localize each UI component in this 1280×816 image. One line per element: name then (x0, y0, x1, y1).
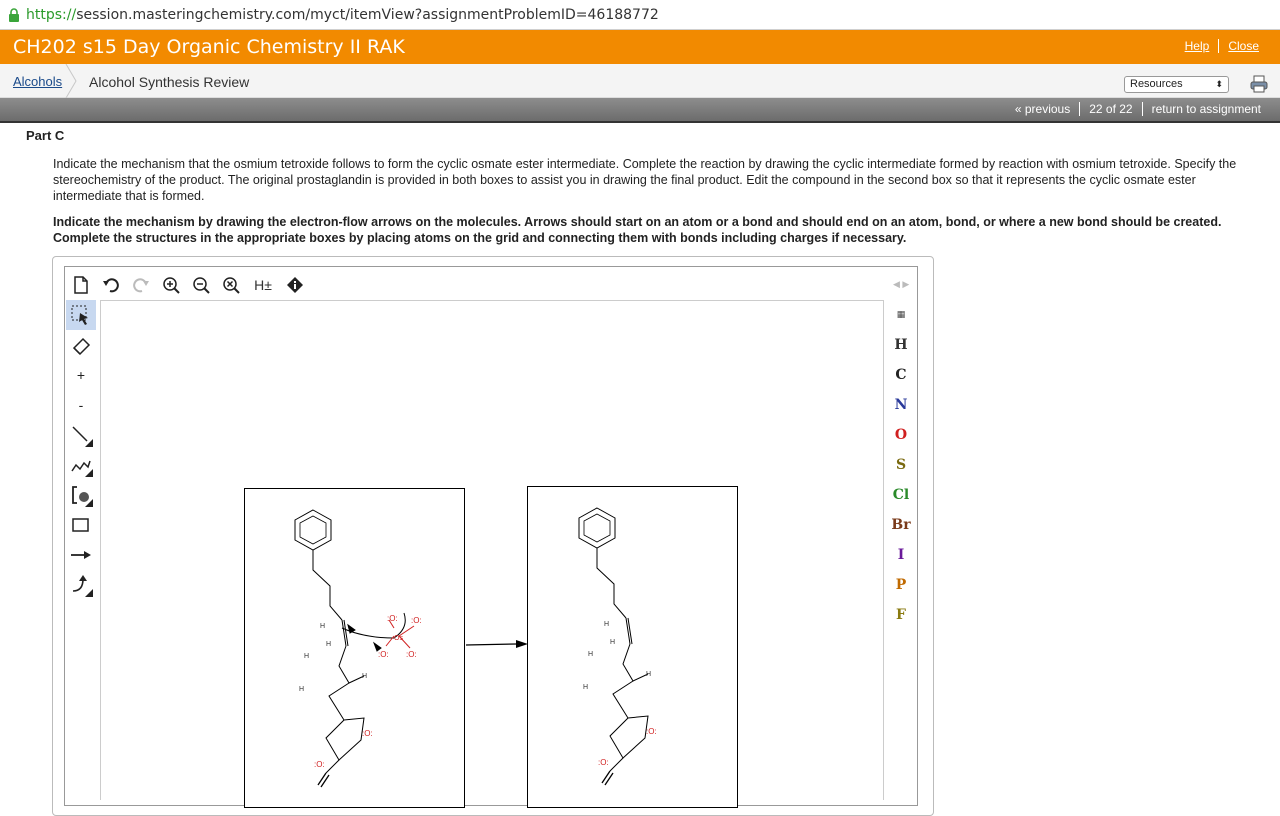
rectangle-icon[interactable] (66, 510, 96, 540)
select-arrows-icon: ⬍ (1215, 79, 1223, 89)
course-title: CH202 s15 Day Organic Chemistry II RAK (13, 36, 405, 58)
curved-arrow-icon[interactable] (66, 570, 96, 600)
oxygen-label: :O: (378, 650, 389, 659)
periodic-table-icon[interactable]: ▦ (896, 310, 906, 320)
zoom-out-icon[interactable] (190, 274, 212, 296)
hydrogen-label: H (320, 623, 326, 630)
hydrogen-label: H (326, 641, 332, 648)
reaction-arrow (466, 640, 528, 648)
hydrogen-label: H (588, 651, 594, 658)
bond-icon[interactable] (66, 420, 96, 450)
hydrogen-label: H (646, 671, 652, 678)
element-palette (886, 300, 916, 630)
osmium-tetroxide (386, 620, 414, 648)
problem-instructions: Indicate the mechanism that the osmium tetroxide follows to form the cyclic osmate ester intermediate. Complete the reaction by drawing the cyclic intermediate formed by reaction with osmium tetroxide. Specify the stereochemistry of the product. The original prostaglandin is provided in both boxes to assist you in drawing the final product. Edit the compound in the second box so that it represents the cyclic osmate ester intermediate that is formed. (53, 157, 1237, 203)
left-toolbar (66, 300, 96, 600)
address-bar[interactable] (0, 0, 1280, 30)
product-molecule (579, 508, 648, 785)
reactant-molecule (295, 510, 405, 787)
lock-icon (8, 8, 20, 22)
hydrogen-label: H (362, 673, 368, 680)
chain-icon[interactable] (66, 450, 96, 480)
redo-icon[interactable] (130, 274, 152, 296)
resources-select[interactable] (1124, 76, 1229, 93)
hydrogen-label: H (610, 639, 616, 646)
element-Cl[interactable]: Cl (892, 487, 910, 503)
zoom-reset-icon[interactable] (220, 274, 242, 296)
reaction-scheme (244, 488, 744, 800)
print-icon[interactable] (1250, 75, 1268, 93)
url-path: session.masteringchemistry.com/myct/itemView?assignmentProblemID=46188772 (76, 6, 659, 23)
oxygen-label: :O: (598, 758, 609, 767)
oxygen-label: :O: (314, 760, 325, 769)
problem-position: 22 of 22 (1089, 102, 1133, 116)
select-icon[interactable] (66, 300, 96, 330)
breadcrumb (0, 64, 1280, 98)
element-H[interactable]: H (894, 337, 908, 353)
element-O[interactable]: O (894, 427, 908, 443)
breadcrumb-chevron-icon (64, 64, 78, 98)
panel-toggle-icon[interactable]: ◀ ▶ (893, 279, 910, 289)
oxygen-label: :O: (406, 650, 417, 659)
part-title: Part C (26, 128, 65, 143)
element-S[interactable]: S (895, 457, 907, 473)
undo-icon[interactable] (100, 274, 122, 296)
arrow-icon[interactable] (66, 540, 96, 570)
h-toggle-icon[interactable]: H± (254, 277, 272, 293)
element-C[interactable]: C (895, 367, 907, 383)
element-I[interactable]: I (897, 547, 905, 563)
hydrogen-label: H (299, 686, 305, 693)
oxygen-label: :O: (646, 727, 657, 736)
oxygen-label: :O: (411, 616, 422, 625)
mechanism-instructions: Indicate the mechanism by drawing the electron-flow arrows on the molecules. Arrows should start on an atom or a bond and should end on an atom, bond, or where a new bond should be created. Complete the structures in the appropriate boxes by placing atoms on the grid and connecting them with bonds including charges if necessary. (53, 215, 1222, 245)
help-link[interactable]: Help (1184, 39, 1210, 53)
plus-charge-icon[interactable]: + (76, 367, 86, 383)
previous-link[interactable]: « previous (1014, 102, 1071, 116)
element-N[interactable]: N (894, 397, 908, 413)
minus-charge-icon[interactable]: - (78, 397, 84, 413)
eraser-icon[interactable] (66, 330, 96, 360)
hydrogen-label: H (304, 653, 310, 660)
breadcrumb-current: Alcohol Synthesis Review (89, 74, 250, 90)
editor-toolbar (70, 272, 306, 298)
url-scheme: https:// (26, 6, 77, 23)
resources-label: Resources (1130, 78, 1183, 90)
oxygen-label: :O: (362, 729, 373, 738)
info-icon[interactable] (284, 274, 306, 296)
close-link[interactable]: Close (1228, 39, 1259, 53)
osmium-label: Os (394, 635, 403, 642)
new-icon[interactable] (70, 274, 92, 296)
hydrogen-label: H (604, 621, 610, 628)
breadcrumb-alcohols-link[interactable]: Alcohols (13, 74, 63, 89)
return-to-assignment-link[interactable]: return to assignment (1151, 102, 1261, 116)
element-P[interactable]: P (895, 577, 907, 593)
header-links (1176, 39, 1268, 53)
hydrogen-label: H (583, 684, 589, 691)
problem-nav-bar (0, 98, 1280, 123)
course-header (0, 30, 1280, 64)
element-Br[interactable]: Br (891, 517, 911, 533)
bracket-icon[interactable] (66, 480, 96, 510)
zoom-in-icon[interactable] (160, 274, 182, 296)
element-F[interactable]: F (896, 607, 906, 623)
oxygen-label: :O: (387, 614, 398, 623)
